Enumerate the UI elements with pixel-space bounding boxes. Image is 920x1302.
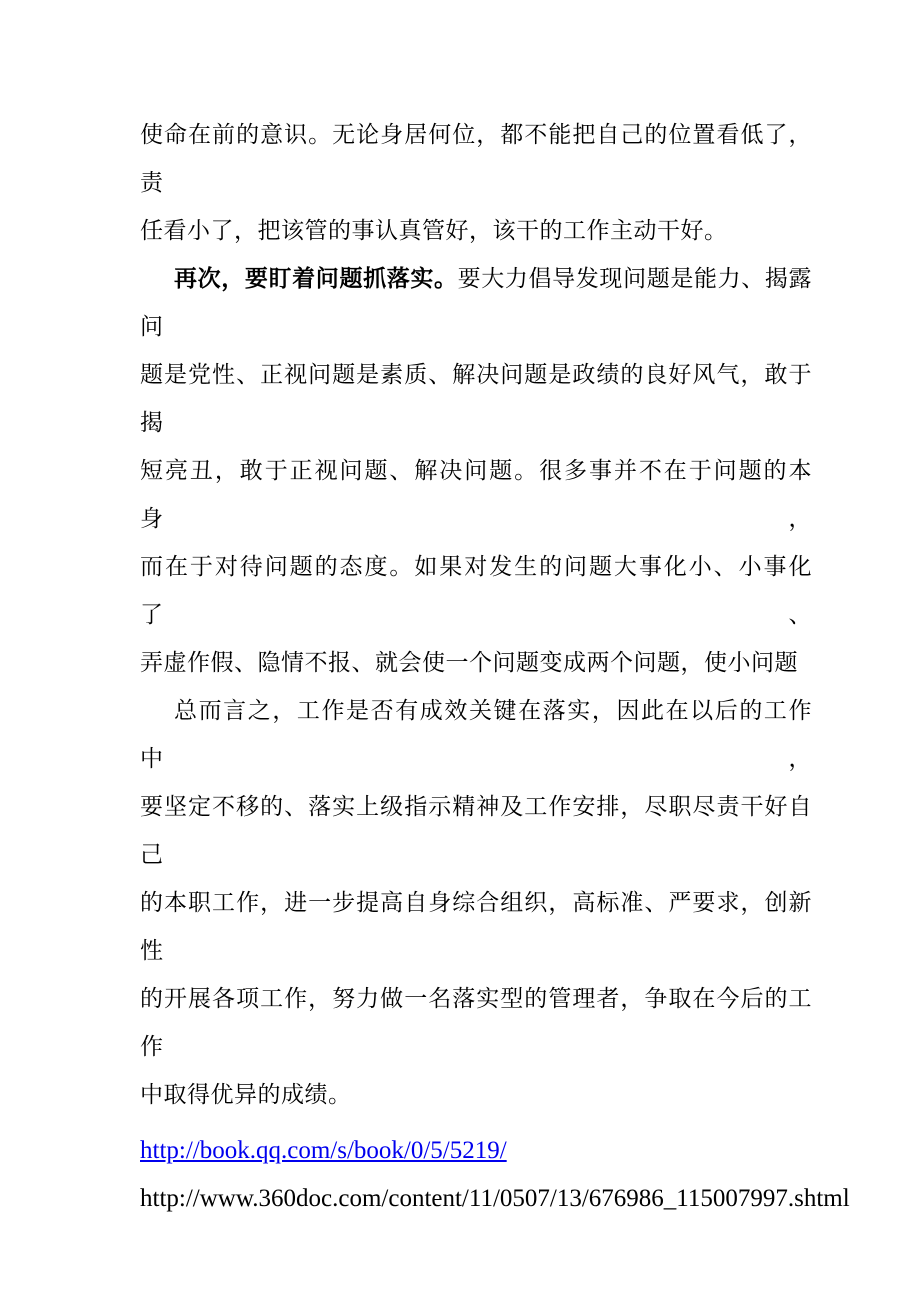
line-text: 任看小了，把该管的事认真管好，该干的工作主动干好。 <box>140 218 728 243</box>
line-text: 总而言之，工作是否有成效关键在落实，因此在以后的工作中， <box>140 698 812 771</box>
bold-lead-text: 再次，要盯着问题抓落实。 <box>174 266 458 291</box>
line-text: 而在于对待问题的态度。如果对发生的问题大事化小、小事化了、 <box>140 554 812 627</box>
document-line <box>140 447 812 543</box>
book-qq-hyperlink[interactable]: http://book.qq.com/s/book/0/5/5219/ <box>140 1137 507 1164</box>
url-line <box>140 1127 812 1175</box>
document-line <box>140 639 812 687</box>
360doc-url-text: http://www.360doc.com/content/11/0507/13/676986_115007997.shtml <box>140 1185 850 1212</box>
document-line <box>140 111 812 207</box>
line-text: 要大力倡导发现问题是能力、揭露问 <box>140 266 813 339</box>
document-line <box>140 351 812 447</box>
document-line <box>140 783 812 879</box>
document-line <box>140 879 812 975</box>
line-text: 使命在前的意识。无论身居何位，都不能把自己的位置看低了，责 <box>140 122 812 195</box>
document-body <box>140 111 850 1223</box>
line-text: 的本职工作，进一步提高自身综合组织，高标准、严要求，创新性 <box>140 890 812 963</box>
document-line <box>140 1071 812 1119</box>
line-text: 的开展各项工作，努力做一名落实型的管理者，争取在今后的工作 <box>140 986 812 1059</box>
document-line <box>140 255 812 351</box>
line-text: 中取得优异的成绩。 <box>140 1082 352 1107</box>
document-line <box>140 687 812 783</box>
line-text: 要坚定不移的、落实上级指示精神及工作安排，尽职尽责干好自己 <box>140 794 812 867</box>
document-line <box>140 543 812 639</box>
line-text: 短亮丑，敢于正视问题、解决问题。很多事并不在于问题的本身， <box>140 458 812 531</box>
document-line <box>140 207 812 255</box>
line-text: 弄虚作假、隐情不报、就会使一个问题变成两个问题，使小问题 <box>140 650 798 675</box>
line-text: 题是党性、正视问题是素质、解决问题是政绩的良好风气，敢于揭 <box>140 362 812 435</box>
reference-urls <box>140 1127 850 1223</box>
url-line <box>140 1175 850 1223</box>
document-line <box>140 975 812 1071</box>
